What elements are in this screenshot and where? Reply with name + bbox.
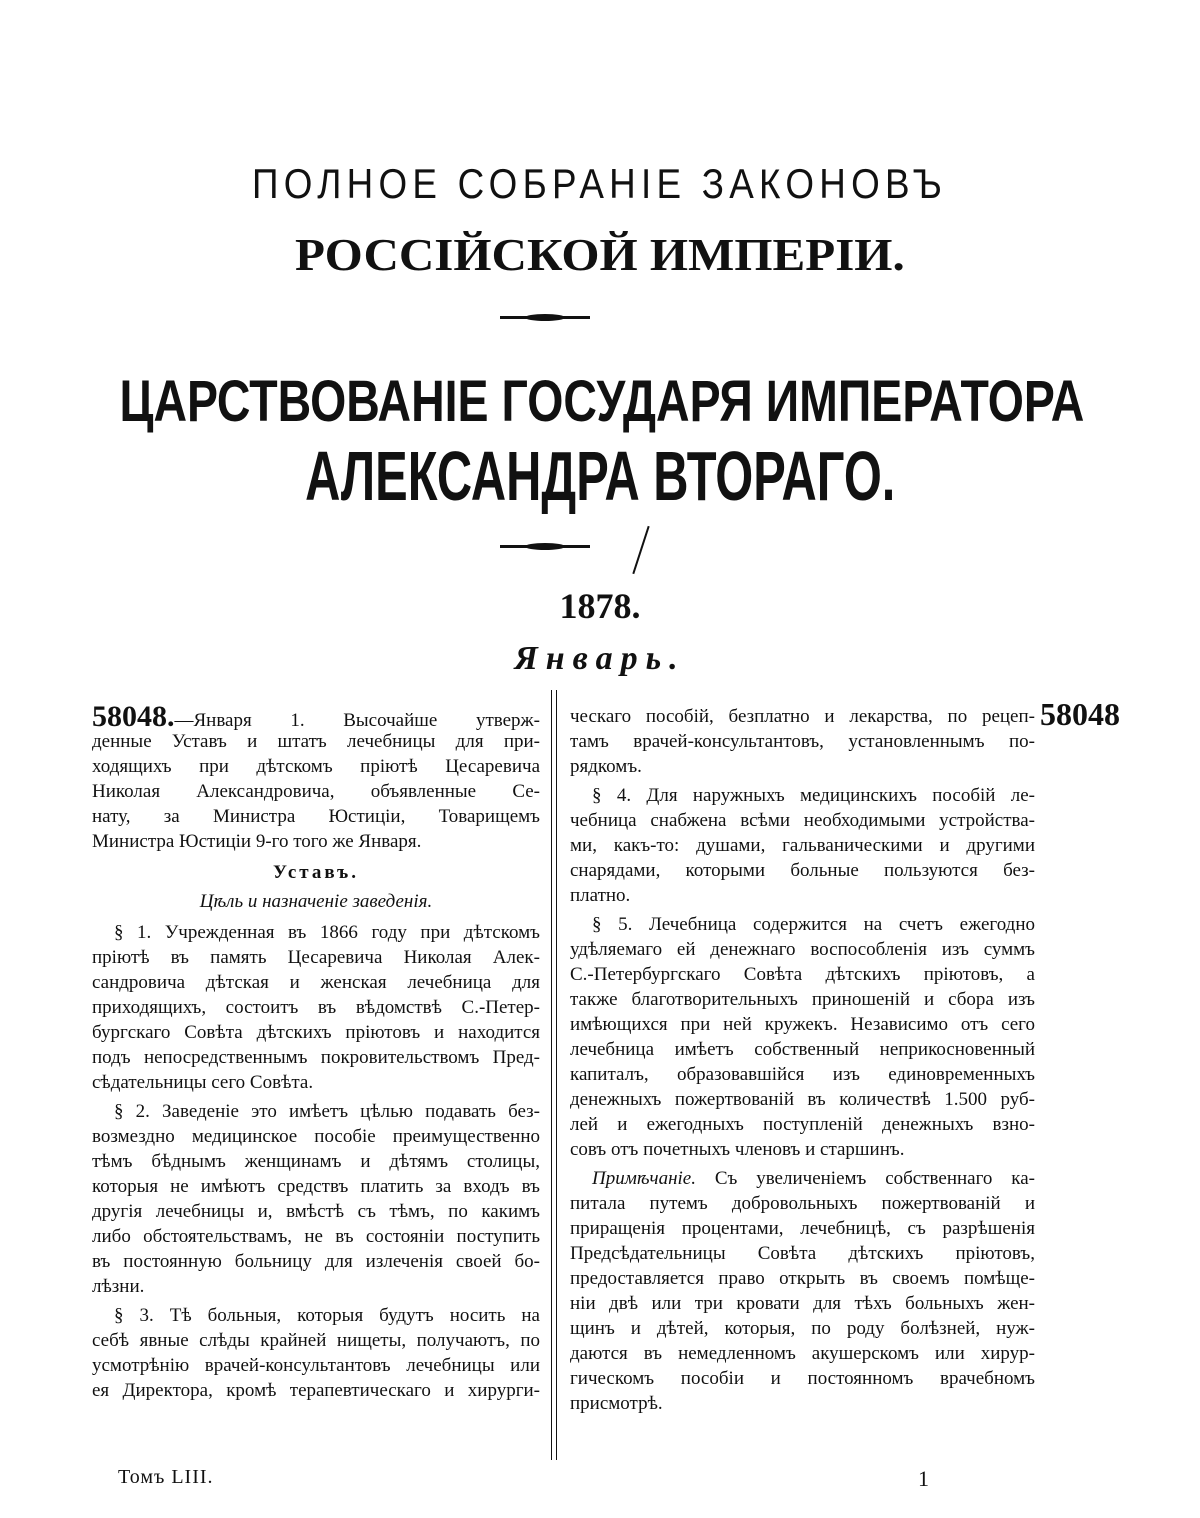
text-line: § 5. Лечебница содержится на счетъ ежегодно	[592, 914, 1035, 935]
text-line: § 2. Заведенiе это имѣетъ цѣлью подавать без-	[114, 1101, 540, 1122]
text-line: имѣющихся при ней кружекъ. Независимо отъ сего	[570, 1014, 1035, 1035]
text-line: бургскаго Совѣта дѣтскихъ прiютовъ и находится	[92, 1022, 540, 1043]
text-line: лѣзни.	[92, 1276, 145, 1297]
text-line: другiя лечебницы и, вмѣстѣ съ тѣмъ, по какимъ	[92, 1201, 540, 1222]
text-line: С.-Петербургскаго Совѣта дѣтскихъ прiютовъ, а	[570, 964, 1035, 985]
text-line: лей и ежегодныхъ поступленiй денежныхъ взно-	[570, 1114, 1035, 1135]
section-subheading: Цѣль и назначенiе заведенiя.	[199, 891, 433, 912]
text-line: даются въ немедленномъ акушерскомъ или хирур-	[570, 1343, 1035, 1364]
text-line: § 4. Для наружныхъ медицинскихъ пособiй ле-	[592, 785, 1035, 806]
page-number: 1	[918, 1466, 929, 1491]
text-line: ми, какъ-то: душами, гальваническими и другими	[570, 835, 1035, 856]
scan-mark	[632, 526, 649, 574]
reign-line-2: АЛЕКСАНДРА ВТОРАГО.	[304, 437, 896, 515]
paragraph	[570, 704, 1035, 779]
text-line: питала путемъ добровольныхъ пожертвованiй и	[570, 1193, 1035, 1214]
text-line: лечебница имѣетъ собственный неприкосновенный	[570, 1039, 1035, 1060]
text-line: капиталъ, образовавшiйся изъ единовременныхъ	[570, 1064, 1035, 1085]
text-line: удѣляемаго ей денежнаго воспособленiя изъ суммъ	[570, 939, 1035, 960]
text-line: нiи двѣ или три кровати для тѣхъ больныхъ жен-	[570, 1293, 1035, 1314]
paragraph	[92, 1303, 540, 1403]
note-label: Примѣчанiе.	[592, 1168, 696, 1189]
text-line: предоставляется право открыть въ своемъ помѣще-	[570, 1268, 1035, 1289]
text-line: рядкомъ.	[570, 756, 642, 777]
text-line: ческаго пособiй, безплатно и лекарства, по рецеп-	[570, 706, 1035, 727]
text-line: тѣмъ бѣднымъ женщинамъ и дѣтямъ столицы,	[92, 1151, 540, 1172]
text-line: себѣ явные слѣды крайней нищеты, получаютъ, по	[92, 1330, 540, 1351]
text-line: чебница снабжена всѣми необходимыми устройства-	[570, 810, 1035, 831]
paragraph	[92, 1099, 540, 1299]
act-number: 58048.	[92, 700, 175, 733]
text-line: Министра Юстицiи 9-го того же Января.	[92, 831, 422, 852]
text-line: денные Уставъ и штатъ лечебницы для при-	[92, 731, 540, 752]
text-line: Николая Александровича, объявленные Се-	[92, 781, 540, 802]
text-line: гическомъ пособiи и постоянномъ врачебномъ	[570, 1368, 1035, 1389]
text-line: щинъ и дѣтей, которыя, по роду болѣзней, нуж-	[570, 1318, 1035, 1339]
ornamental-rule	[500, 316, 590, 319]
text-line: въ постоянную больницу для излеченiя своей бо-	[92, 1251, 540, 1272]
text-line: платно.	[570, 885, 631, 906]
section-heading: Уставъ.	[272, 862, 359, 883]
text-line: ходящихъ при дѣтскомъ прiютѣ Цесаревича	[92, 756, 540, 777]
text-line: которыя не имѣютъ средствъ платить за входъ въ	[92, 1176, 540, 1197]
text-line: присмотрѣ.	[570, 1393, 663, 1414]
text-line: подъ непосредственнымъ покровительствомъ Пред-	[92, 1047, 540, 1068]
reign-line-1: ЦАРСТВОВАНIЕ ГОСУДАРЯ ИМПЕРАТОРА	[119, 369, 1085, 434]
side-act-number: 58048	[1040, 696, 1120, 732]
title-line-2: РОССIЙСКОЙ ИМПЕРIИ.	[295, 229, 905, 280]
text-line: тамъ врачей-консультантовъ, установленнымъ по-	[570, 731, 1035, 752]
text-line: либо обстоятельствамъ, не въ состоянiи поступить	[92, 1226, 540, 1247]
month-heading: Январь.	[514, 640, 686, 677]
act-intro-line: 58048.—Января 1. Высочайше утверж-	[92, 700, 540, 733]
text-line: приходящихъ, состоитъ въ вѣдомствѣ С.-Петер-	[92, 997, 540, 1018]
paragraph	[570, 912, 1035, 1162]
text-line: возмездно медицинское пособiе преимущественно	[92, 1126, 540, 1147]
text-line: сандровича дѣтская и женская лечебница для	[92, 972, 540, 993]
text-line: § 3. Тѣ больныя, которыя будутъ носить на	[114, 1305, 540, 1326]
text-line: усмотрѣнiю врачей-консультантовъ лечебницы или	[92, 1355, 540, 1376]
column-divider	[551, 690, 557, 1460]
text-line: прiютѣ въ память Цесаревича Николая Алек-	[92, 947, 540, 968]
text-line: приращенiя процентами, лечебницѣ, съ разрѣшенiя	[570, 1218, 1035, 1239]
right-column	[570, 704, 1035, 1416]
left-column	[92, 700, 540, 1403]
volume-label: Томъ LIII.	[118, 1466, 214, 1488]
text-line: § 1. Учрежденная въ 1866 году при дѣтскомъ	[114, 922, 540, 943]
title-line-1: ПОЛНОЕ СОБРАНIЕ ЗАКОНОВЪ	[252, 160, 948, 207]
text-line: нату, за Министра Юстицiи, Товарищемъ	[92, 806, 540, 827]
paragraph	[92, 920, 540, 1095]
text-line: снарядами, которыми больные пользуются без-	[570, 860, 1035, 881]
note-first-line: Примѣчанiе. Съ увеличенiемъ собственнаго ка-	[592, 1168, 1035, 1189]
text-line: совъ отъ почетныхъ членовъ и старшинъ.	[570, 1139, 905, 1160]
year-heading: 1878.	[559, 586, 641, 626]
text-line: Предсѣдательницы Совѣта дѣтскихъ прiютовъ,	[570, 1243, 1035, 1264]
text-line: ея Директора, кромѣ терапевтическаго и хирурги-	[92, 1380, 540, 1401]
text-line: также благотворительныхъ приношенiй и сбора изъ	[570, 989, 1035, 1010]
paragraph	[570, 783, 1035, 908]
text-line: сѣдательницы сего Совѣта.	[92, 1072, 314, 1093]
ornamental-rule	[500, 545, 590, 548]
text-line: денежныхъ пожертвованiй въ количествѣ 1.500 руб-	[570, 1089, 1035, 1110]
